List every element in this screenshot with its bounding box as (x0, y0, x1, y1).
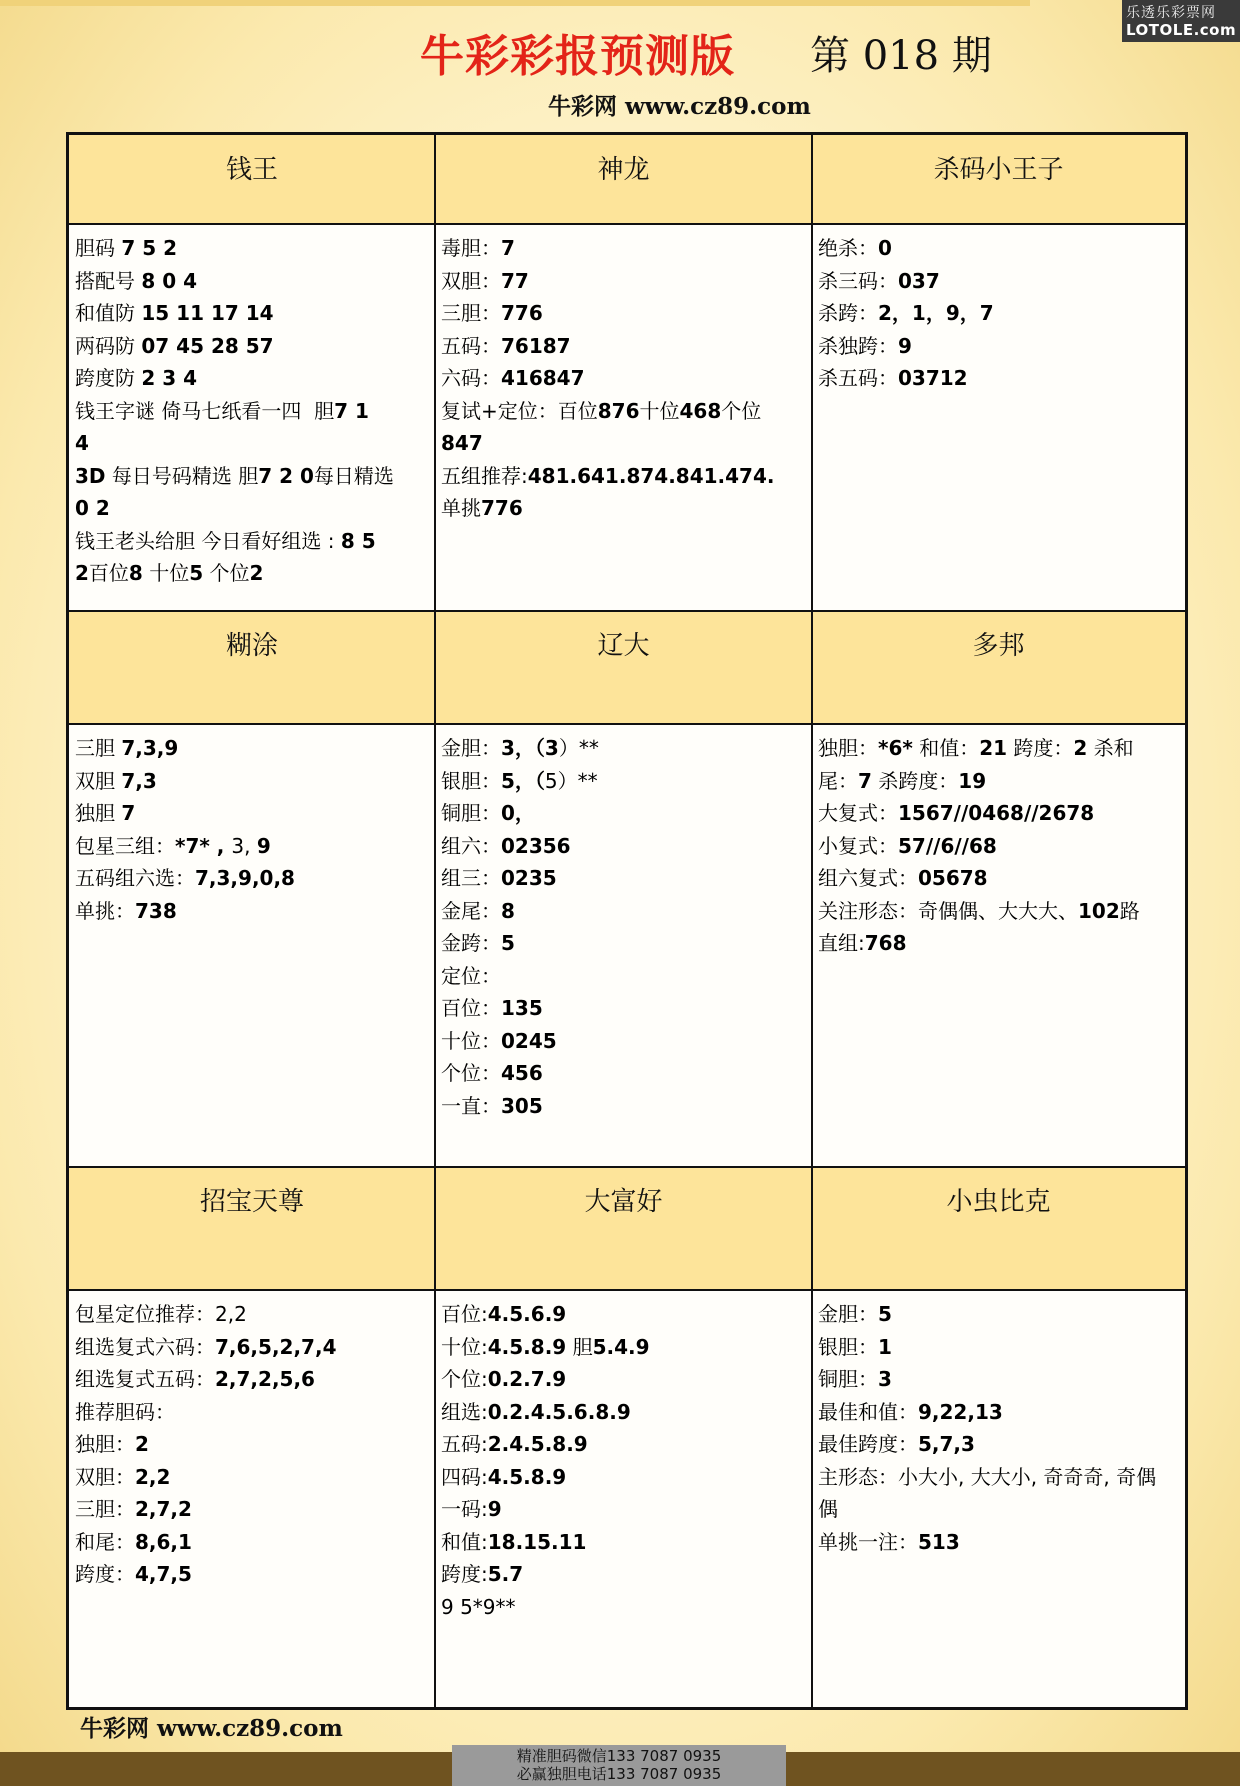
cell-line: 百位:4.5.6.9 (441, 1302, 567, 1326)
cell-line: 一码:9 (441, 1497, 502, 1521)
cell-line: 和尾：8,6,1 (75, 1529, 192, 1554)
cell-title: 杀码小王子 (933, 155, 1064, 185)
cell-line: 组六：02356 (441, 833, 571, 858)
contact-box (452, 1745, 786, 1786)
cell-line: 五码：76187 (441, 333, 571, 358)
cell-line: 三胆 7,3,9 (75, 736, 179, 760)
cell-line: 和值防 15 11 17 14 (75, 301, 274, 325)
cell-line: 尾：7 杀跨度：19 (818, 768, 987, 793)
cell-content (75, 732, 429, 927)
cell-title: 小虫比克 (946, 1187, 1051, 1217)
cell-line: 组六复式：05678 (818, 866, 988, 890)
cell-line: 钱王字谜 倚马七纸看一四 胆7 1 (75, 398, 369, 423)
prediction-grid (66, 132, 1188, 1710)
cell-line: 三胆：776 (441, 301, 543, 325)
issue-number: 第 018 期 (810, 33, 992, 79)
header-divider (69, 723, 1185, 725)
cell-line: 最佳跨度：5,7,3 (818, 1432, 975, 1456)
cell-title: 糊涂 (225, 631, 278, 661)
cell-line: 金尾：8 (441, 898, 515, 923)
cell-line: 双胆：2,2 (75, 1464, 171, 1489)
cell-line: 杀跨：2，1，9，7 (818, 301, 994, 325)
page-title: 牛彩彩报预测版 (420, 31, 735, 82)
cell-content (75, 1298, 429, 1591)
cell-line: 小复式：57//6//68 (818, 833, 997, 858)
row-divider (69, 1166, 1185, 1168)
cell-content (441, 1298, 806, 1623)
cell-line: 定位： (441, 963, 501, 988)
cell-line: 金胆：3，（3）** (441, 736, 599, 760)
cell-line: 大复式：1567//0468//2678 (818, 801, 1095, 825)
cell-line: 三胆：2,7,2 (75, 1497, 192, 1521)
cell-line: 双胆：77 (441, 268, 529, 293)
cell-title: 招宝天尊 (199, 1187, 304, 1217)
cell-line: 独胆：2 (75, 1432, 149, 1456)
cell-line: 关注形态：奇偶偶、大大大、102路 (818, 898, 1140, 923)
cell-line: 十位:4.5.8.9 胆5.4.9 (441, 1334, 650, 1359)
cell-line: 双胆 7,3 (75, 768, 157, 793)
cell-title: 大富好 (584, 1187, 663, 1217)
cell-line: 组选复式五码：2,7,2,5,6 (75, 1367, 315, 1391)
cell-line: 五码:2.4.5.8.9 (441, 1432, 588, 1456)
site-url-bottom: 牛彩网 www.cz89.com (80, 1715, 343, 1742)
cell-line: 毒胆：7 (441, 236, 515, 260)
cell-line: 2百位8 十位5 个位2 (75, 561, 264, 585)
site-url-top: 牛彩网 www.cz89.com (548, 93, 811, 120)
cell-line: 银胆：1 (818, 1334, 892, 1359)
cell-line: 杀独跨：9 (818, 333, 912, 358)
cell-line: 和值:18.15.11 (441, 1529, 587, 1554)
cell-line: 个位：456 (441, 1061, 543, 1085)
cell-line: 包星定位推荐：2,2 (75, 1302, 247, 1326)
cell-line: 4 (75, 431, 89, 455)
title-bar (0, 14, 1240, 84)
cell-line: 复试+定位：百位876十位468个位 (441, 398, 762, 423)
cell-line: 六码：416847 (441, 366, 585, 390)
cell-title: 神龙 (597, 155, 650, 185)
cell-line: 金跨：5 (441, 931, 515, 955)
cell-line: 五组推荐:481.641.874.841.474. (441, 463, 775, 488)
cell-line: 最佳和值：9,22,13 (818, 1399, 1003, 1424)
cell-content (441, 232, 806, 525)
column-divider (811, 135, 813, 1707)
cell-line: 跨度防 2 3 4 (75, 366, 198, 390)
cell-content (818, 232, 1179, 395)
logo-text-cn: 乐透乐彩票网 (1126, 5, 1216, 21)
cell-content (818, 732, 1179, 960)
logo-text-en: LOTOLE.com (1126, 21, 1237, 39)
cell-line: 直组:768 (818, 931, 907, 955)
cell-line: 两码防 07 45 28 57 (75, 333, 274, 358)
cell-line: 组三：0235 (441, 866, 557, 890)
cell-content (441, 732, 806, 1122)
header-divider (69, 1289, 1185, 1291)
cell-line: 金胆：5 (818, 1302, 892, 1326)
cell-line: 杀三码：037 (818, 268, 940, 293)
cell-line: 个位:0.2.7.9 (441, 1367, 567, 1391)
cell-line: 绝杀：0 (818, 236, 892, 260)
contact-line-wechat: 精准胆码微信133 7087 0935 (516, 1747, 722, 1765)
cell-line: 组选:0.2.4.5.6.8.9 (441, 1399, 631, 1424)
cell-line: 杀五码：03712 (818, 366, 968, 390)
cell-line: 胆码 7 5 2 (75, 236, 178, 260)
cell-line: 独胆：*6* 和值：21 跨度：2 杀和 (818, 736, 1134, 760)
cell-line: 0 2 (75, 496, 110, 520)
cell-line: 百位：135 (441, 996, 543, 1020)
cell-line: 钱王老头给胆 今日看好组选 : 8 5 (75, 528, 376, 553)
cell-line: 铜胆：0， (441, 801, 535, 825)
cell-line: 847 (441, 431, 483, 455)
cell-line: 9 5*9** (441, 1594, 516, 1619)
cell-line: 一直：305 (441, 1093, 543, 1118)
cell-line: 包星三组：*7* , 3, 9 (75, 833, 271, 858)
cell-line: 推荐胆码： (75, 1399, 175, 1424)
cell-line: 四码:4.5.8.9 (441, 1464, 567, 1489)
cell-content (818, 1298, 1179, 1558)
cell-line: 跨度:5.7 (441, 1562, 524, 1586)
cell-line: 十位：0245 (441, 1028, 557, 1053)
contact-line-phone: 必赢独胆电话133 7087 0935 (516, 1765, 722, 1783)
cell-line: 单挑776 (441, 496, 523, 520)
header-divider (69, 223, 1185, 225)
cell-line: 银胆：5，（5）** (441, 768, 598, 793)
cell-line: 主形态：小大小, 大大小, 奇奇奇, 奇偶 (818, 1464, 1157, 1489)
cell-title: 辽大 (597, 631, 650, 661)
cell-line: 组选复式六码：7,6,5,2,7,4 (75, 1334, 337, 1359)
lotole-logo (1122, 0, 1240, 42)
cell-line: 独胆 7 (75, 801, 136, 825)
column-divider (434, 135, 436, 1707)
cell-line: 3D 每日号码精选 胆7 2 0每日精选 (75, 463, 394, 488)
row-divider (69, 610, 1185, 612)
cell-line: 单挑：738 (75, 898, 177, 923)
cell-title: 钱王 (225, 155, 278, 185)
cell-line: 搭配号 8 0 4 (75, 268, 198, 293)
cell-title: 多邦 (972, 631, 1025, 661)
cell-line: 单挑一注：513 (818, 1529, 960, 1554)
cell-content (75, 232, 429, 590)
cell-line: 五码组六选：7,3,9,0,8 (75, 866, 295, 890)
top-strip (0, 0, 1030, 6)
cell-line: 铜胆：3 (818, 1367, 892, 1391)
cell-line: 偶 (818, 1497, 838, 1521)
cell-line: 跨度：4,7,5 (75, 1562, 192, 1586)
